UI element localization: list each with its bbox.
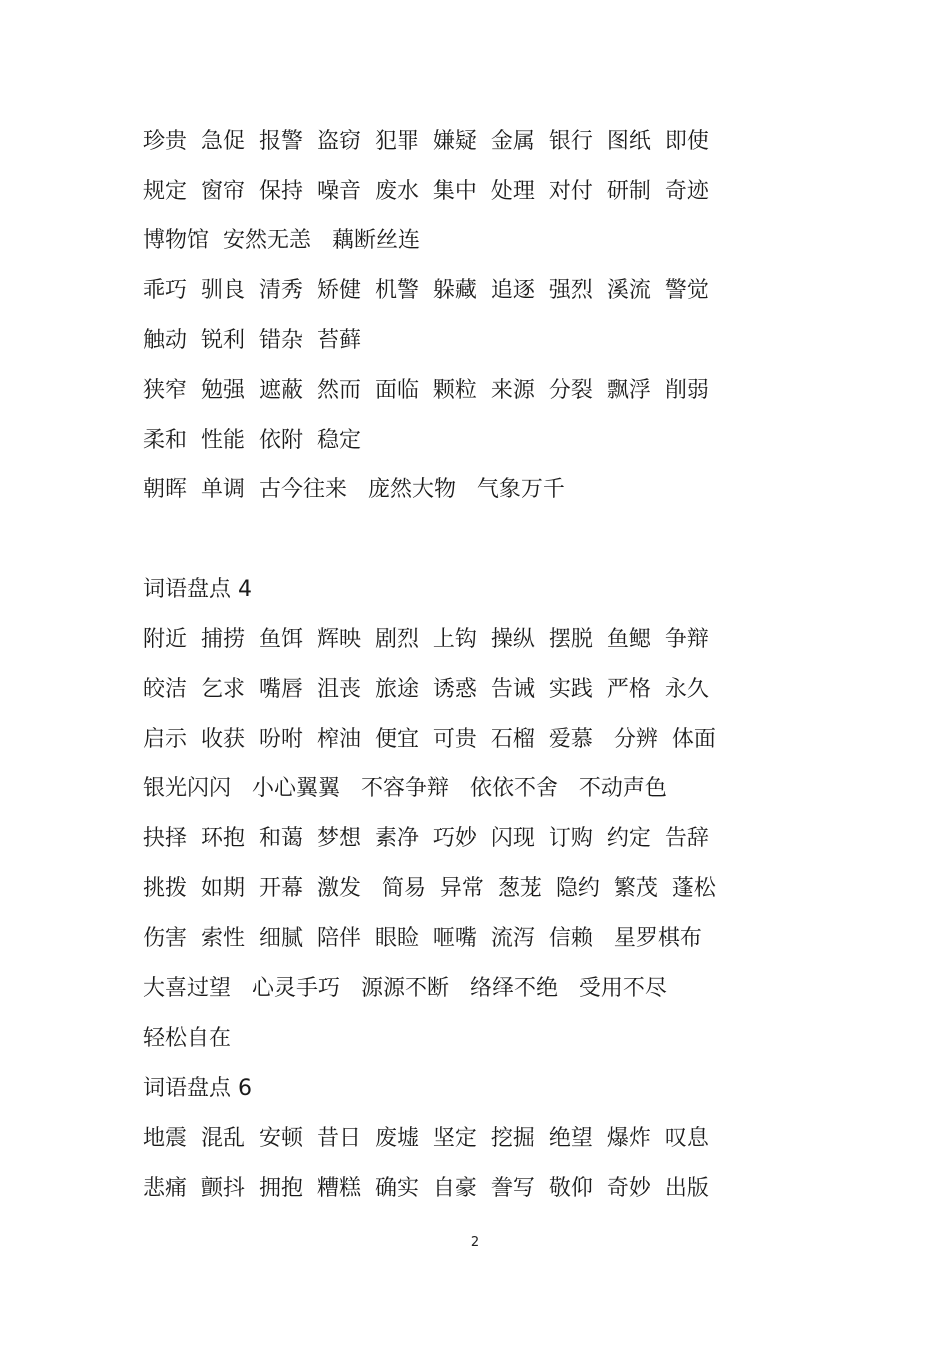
text-line: 悲痛 颤抖 拥抱 糟糕 确实 自豪 誊写 敬仰 奇妙 出版: [143, 1176, 709, 1201]
text-line: 朝晖 单调 古今往来 庞然大物 气象万千: [143, 477, 565, 502]
section-heading: 词语盘点 4: [143, 577, 252, 602]
text-line: 皎洁 乞求 嘴唇 沮丧 旅途 诱惑 告诫 实践 严格 永久: [143, 677, 709, 702]
text-line: 启示 收获 吩咐 榨油 便宜 可贵 石榴 爱慕 分辨 体面: [143, 727, 716, 752]
text-line: 伤害 索性 细腻 陪伴 眼睑 咂嘴 流泻 信赖 星罗棋布: [143, 926, 702, 951]
text-line: 触动 锐利 错杂 苔藓: [143, 328, 361, 353]
text-line: 珍贵 急促 报警 盗窃 犯罪 嫌疑 金属 银行 图纸 即使: [143, 129, 709, 154]
text-line: 地震 混乱 安顿 昔日 废墟 坚定 挖掘 绝望 爆炸 叹息: [143, 1126, 709, 1151]
text-line: 规定 窗帘 保持 噪音 废水 集中 处理 对付 研制 奇迹: [143, 179, 709, 204]
text-line: 博物馆 安然无恙 藕断丝连: [143, 228, 420, 253]
text-line: 抉择 环抱 和蔼 梦想 素净 巧妙 闪现 订购 约定 告辞: [143, 826, 709, 851]
text-line: 狭窄 勉强 遮蔽 然而 面临 颗粒 来源 分裂 飘浮 削弱: [143, 378, 709, 403]
text-line: 轻松自在: [143, 1026, 232, 1051]
section-heading: 词语盘点 6: [143, 1076, 252, 1101]
text-line: 乖巧 驯良 清秀 矫健 机警 躲藏 追逐 强烈 溪流 警觉: [143, 278, 709, 303]
page-number: 2: [470, 1235, 480, 1250]
text-line: 柔和 性能 依附 稳定: [143, 428, 361, 453]
text-line: 银光闪闪 小心翼翼 不容争辩 依依不舍 不动声色: [143, 776, 667, 801]
text-line: 大喜过望 心灵手巧 源源不断 络绎不绝 受用不尽: [143, 976, 667, 1001]
text-line: 挑拨 如期 开幕 激发 简易 异常 葱茏 隐约 繁茂 蓬松: [143, 876, 716, 901]
text-line: 附近 捕捞 鱼饵 辉映 剧烈 上钩 操纵 摆脱 鱼鳃 争辩: [143, 627, 709, 652]
